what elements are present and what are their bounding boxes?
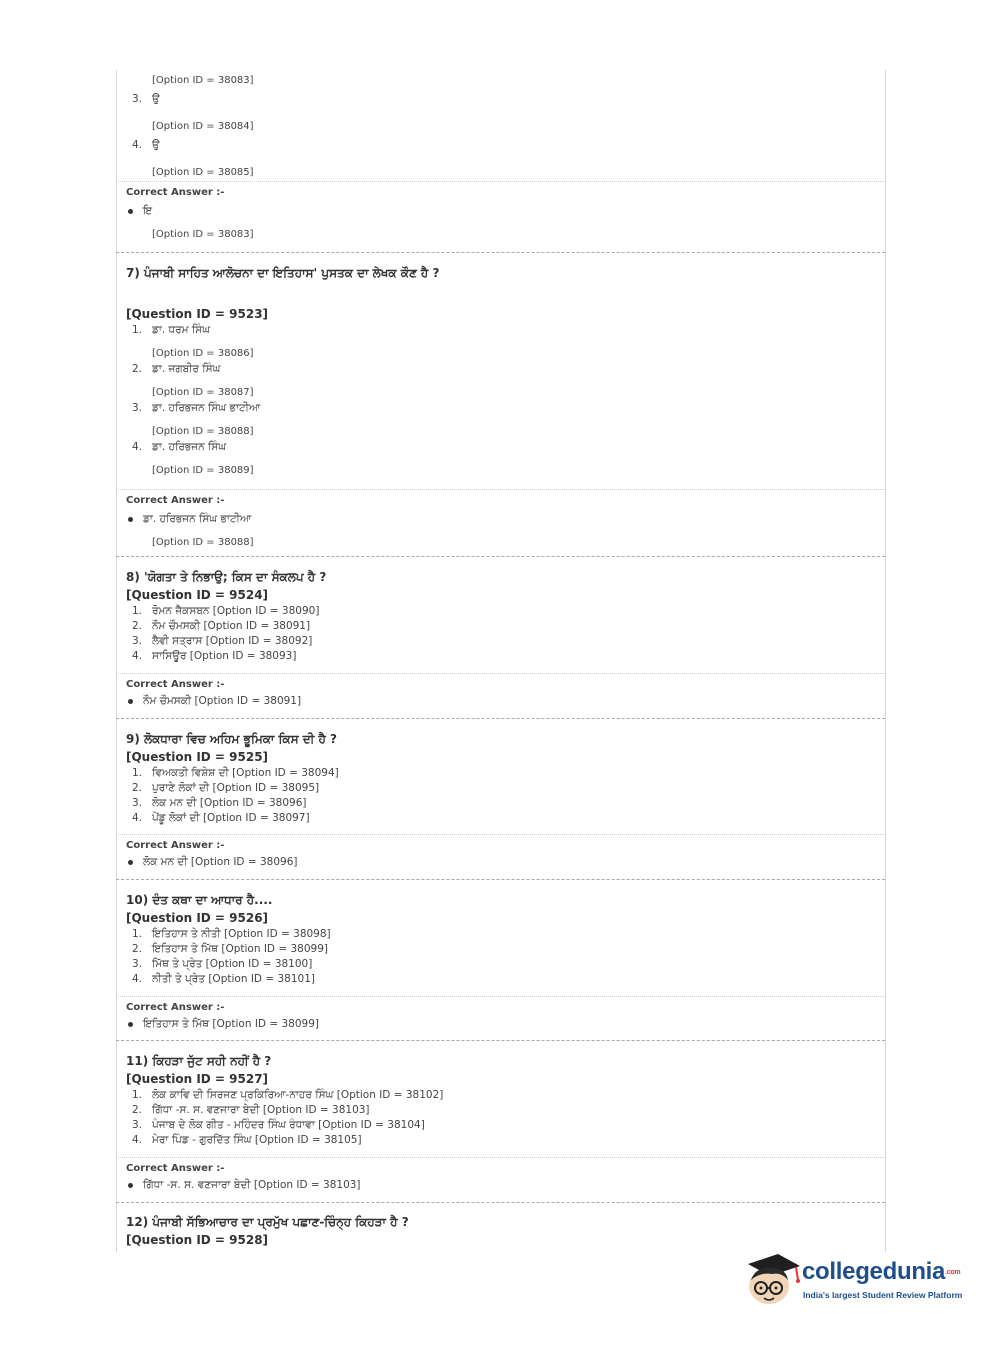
question-8 xyxy=(116,570,885,663)
question-divider xyxy=(116,1040,885,1041)
option-item: 1. ਇਤਿਹਾਸ ਤੇ ਨੀਤੀ [Option ID = 38098] xyxy=(131,928,331,940)
option-item: 3. ਪੰਜਾਬ ਦੇ ਲੋਕ ਗੀਤ - ਮਹਿੰਦਰ ਸਿੰਘ ਰੰਧਾਵਾ [Option ID = 38104] xyxy=(131,1119,425,1131)
divider xyxy=(116,996,885,997)
question-divider xyxy=(116,556,885,557)
bullet-icon xyxy=(128,699,133,704)
answer-item: ਇਤਿਹਾਸ ਤੇ ਮਿੱਥ [Option ID = 38099] xyxy=(126,1017,885,1031)
question-title: 7) ਪੰਜਾਬੀ ਸਾਹਿਤ ਆਲੋਚਨਾ ਦਾ ਇਤਿਹਾਸ' ਪੁਸਤਕ ਦਾ ਲੇਖਕ ਕੌਣ ਹੈ ? xyxy=(126,266,440,280)
bullet-icon xyxy=(128,517,133,522)
collegedunia-logo xyxy=(742,1250,972,1312)
correct-answer-label: Correct Answer :- xyxy=(126,840,225,851)
question-id: [Question ID = 9527] xyxy=(126,1072,269,1086)
option-item: 3. ਲੋਕ ਮਨ ਦੀ [Option ID = 38096] xyxy=(131,797,307,809)
bullet-icon xyxy=(128,209,133,214)
option-item: 2. ਗਿੱਧਾ -ਸ. ਸ. ਵਣਜਾਰਾ ਬੇਦੀ [Option ID = 38103] xyxy=(131,1104,370,1116)
option-item: 1. ਡਾ. ਧਰਮ ਸਿੰਘ xyxy=(131,324,211,336)
option-item: 3. ਮਿੱਥ ਤੇ ਪ੍ਰੇਤ [Option ID = 38100] xyxy=(131,958,313,970)
divider xyxy=(116,673,885,674)
option-item: 4. ਉ xyxy=(131,139,160,151)
option-item: 4. ਨੀਤੀ ਤੇ ਪ੍ਰੇਤ [Option ID = 38101] xyxy=(131,973,315,985)
option-id: [Option ID = 38088] xyxy=(152,426,254,437)
option-id: [Option ID = 38084] xyxy=(152,121,254,132)
option-item: 3. ਉ xyxy=(131,93,160,105)
q9-correct-answer xyxy=(116,840,885,869)
answer-item: ਗਿੱਧਾ -ਸ. ਸ. ਵਣਜਾਰਾ ਬੇਦੀ [Option ID = 38103] xyxy=(126,1178,885,1192)
question-10 xyxy=(116,893,885,986)
question-12 xyxy=(116,1215,885,1247)
answer-item: ਇ xyxy=(126,204,885,218)
question-divider xyxy=(116,718,885,719)
divider xyxy=(116,1157,885,1158)
question-id: [Question ID = 9528] xyxy=(126,1233,269,1247)
prev-options xyxy=(116,74,885,180)
option-id: [Option ID = 38083] xyxy=(152,75,254,86)
option-item: 4. ਸਾਸਿਊਰ [Option ID = 38093] xyxy=(131,650,297,662)
question-id: [Question ID = 9526] xyxy=(126,911,269,925)
correct-answer-label: Correct Answer :- xyxy=(126,1002,225,1013)
option-item: 2. ਪੁਰਾਣੇ ਲੋਕਾਂ ਦੀ [Option ID = 38095] xyxy=(131,782,320,794)
divider xyxy=(116,489,885,490)
option-item: 4. ਪੇਂਡੂ ਲੋਕਾਂ ਦੀ [Option ID = 38097] xyxy=(131,812,310,824)
option-id: [Option ID = 38085] xyxy=(152,167,254,178)
answer-item: ਲੋਕ ਮਨ ਦੀ [Option ID = 38096] xyxy=(126,855,885,869)
option-id: [Option ID = 38089] xyxy=(152,465,254,476)
q8-correct-answer xyxy=(116,679,885,708)
question-title: 10) ਦੰਤ ਕਥਾ ਦਾ ਆਧਾਰ ਹੈ.... xyxy=(126,893,273,907)
option-id: [Option ID = 38087] xyxy=(152,387,254,398)
bullet-icon xyxy=(128,1022,133,1027)
answer-option-id: [Option ID = 38088] xyxy=(152,537,254,548)
logo-wordmark: collegedunia.com xyxy=(802,1258,961,1285)
option-item: 2. ਇਤਿਹਾਸ ਤੇ ਮਿੱਥ [Option ID = 38099] xyxy=(131,943,328,955)
question-9 xyxy=(116,732,885,825)
q10-correct-answer xyxy=(116,1002,885,1031)
option-item: 2. ਡਾ. ਜਗਬੀਰ ਸਿੰਘ xyxy=(131,363,221,375)
answer-option-id: [Option ID = 38083] xyxy=(152,229,254,240)
question-title: 11) ਕਿਹੜਾ ਜੁੱਟ ਸਹੀ ਨਹੀਂ ਹੈ ? xyxy=(126,1054,272,1068)
correct-answer-label: Correct Answer :- xyxy=(126,187,225,198)
question-id: [Question ID = 9524] xyxy=(126,588,269,602)
prev-correct-answer xyxy=(116,187,885,242)
divider xyxy=(116,181,885,182)
question-title: 9) ਲੋਕਧਾਰਾ ਵਿਚ ਅਹਿਮ ਭੂਮਿਕਾ ਕਿਸ ਦੀ ਹੈ ? xyxy=(126,732,337,746)
option-item: 4. ਮੇਰਾ ਪਿੰਡ - ਗੁਰਦਿੱਤ ਸਿੰਘ [Option ID = 38105] xyxy=(131,1134,362,1146)
q7-correct-answer xyxy=(116,495,885,550)
option-id: [Option ID = 38086] xyxy=(152,348,254,359)
option-item: 3. ਡਾ. ਹਰਿਭਜਨ ਸਿੰਘ ਭਾਟੀਆ xyxy=(131,402,261,414)
correct-answer-label: Correct Answer :- xyxy=(126,1163,225,1174)
bullet-icon xyxy=(128,1183,133,1188)
answer-item: ਨੌਮ ਚੌਮਸਕੀ [Option ID = 38091] xyxy=(126,694,885,708)
question-divider xyxy=(116,252,885,253)
option-item: 2. ਨੌਮ ਚੌਮਸਕੀ [Option ID = 38091] xyxy=(131,620,311,632)
correct-answer-label: Correct Answer :- xyxy=(126,679,225,690)
answer-item: ਡਾ. ਹਰਿਭਜਨ ਸਿੰਘ ਭਾਟੀਆ xyxy=(126,512,885,526)
option-item: 3. ਲੈਵੀ ਸਤ੍ਰਾਸ [Option ID = 38092] xyxy=(131,635,313,647)
divider xyxy=(116,834,885,835)
option-item: 4. ਡਾ. ਹਰਿਭਜਨ ਸਿੰਘ xyxy=(131,441,227,453)
question-id: [Question ID = 9525] xyxy=(126,750,269,764)
correct-answer-label: Correct Answer :- xyxy=(126,495,225,506)
q11-correct-answer xyxy=(116,1163,885,1192)
question-title: 8) 'ਯੋਗਤਾ ਤੇ ਨਿਭਾਉ; ਕਿਸ ਦਾ ਸੰਕਲਪ ਹੈ ? xyxy=(126,570,327,584)
bullet-icon xyxy=(128,860,133,865)
question-title: 12) ਪੰਜਾਬੀ ਸੱਭਿਆਚਾਰ ਦਾ ਪ੍ਰਮੁੱਖ ਪਛਾਣ-ਚਿੰਨ੍ਹ ਕਿਹੜਾ ਹੈ ? xyxy=(126,1215,409,1229)
option-item: 1. ਲੋਕ ਕਾਵਿ ਦੀ ਸਿਰਜਣ ਪ੍ਰਕਿਰਿਆ-ਨਾਹਰ ਸਿੰਘ [Option ID = 38102] xyxy=(131,1089,444,1101)
question-divider xyxy=(116,879,885,880)
option-item: 1. ਰੋਮਨ ਜੈਕਸਬਨ [Option ID = 38090] xyxy=(131,605,320,617)
logo-tagline: India's largest Student Review Platform xyxy=(803,1290,963,1300)
option-item: 1. ਵਿਅਕਤੀ ਵਿਸ਼ੇਸ਼ ਦੀ [Option ID = 38094] xyxy=(131,767,339,779)
question-id: [Question ID = 9523] xyxy=(126,307,269,321)
question-divider xyxy=(116,1202,885,1203)
question-7 xyxy=(116,266,885,478)
question-11 xyxy=(116,1054,885,1147)
